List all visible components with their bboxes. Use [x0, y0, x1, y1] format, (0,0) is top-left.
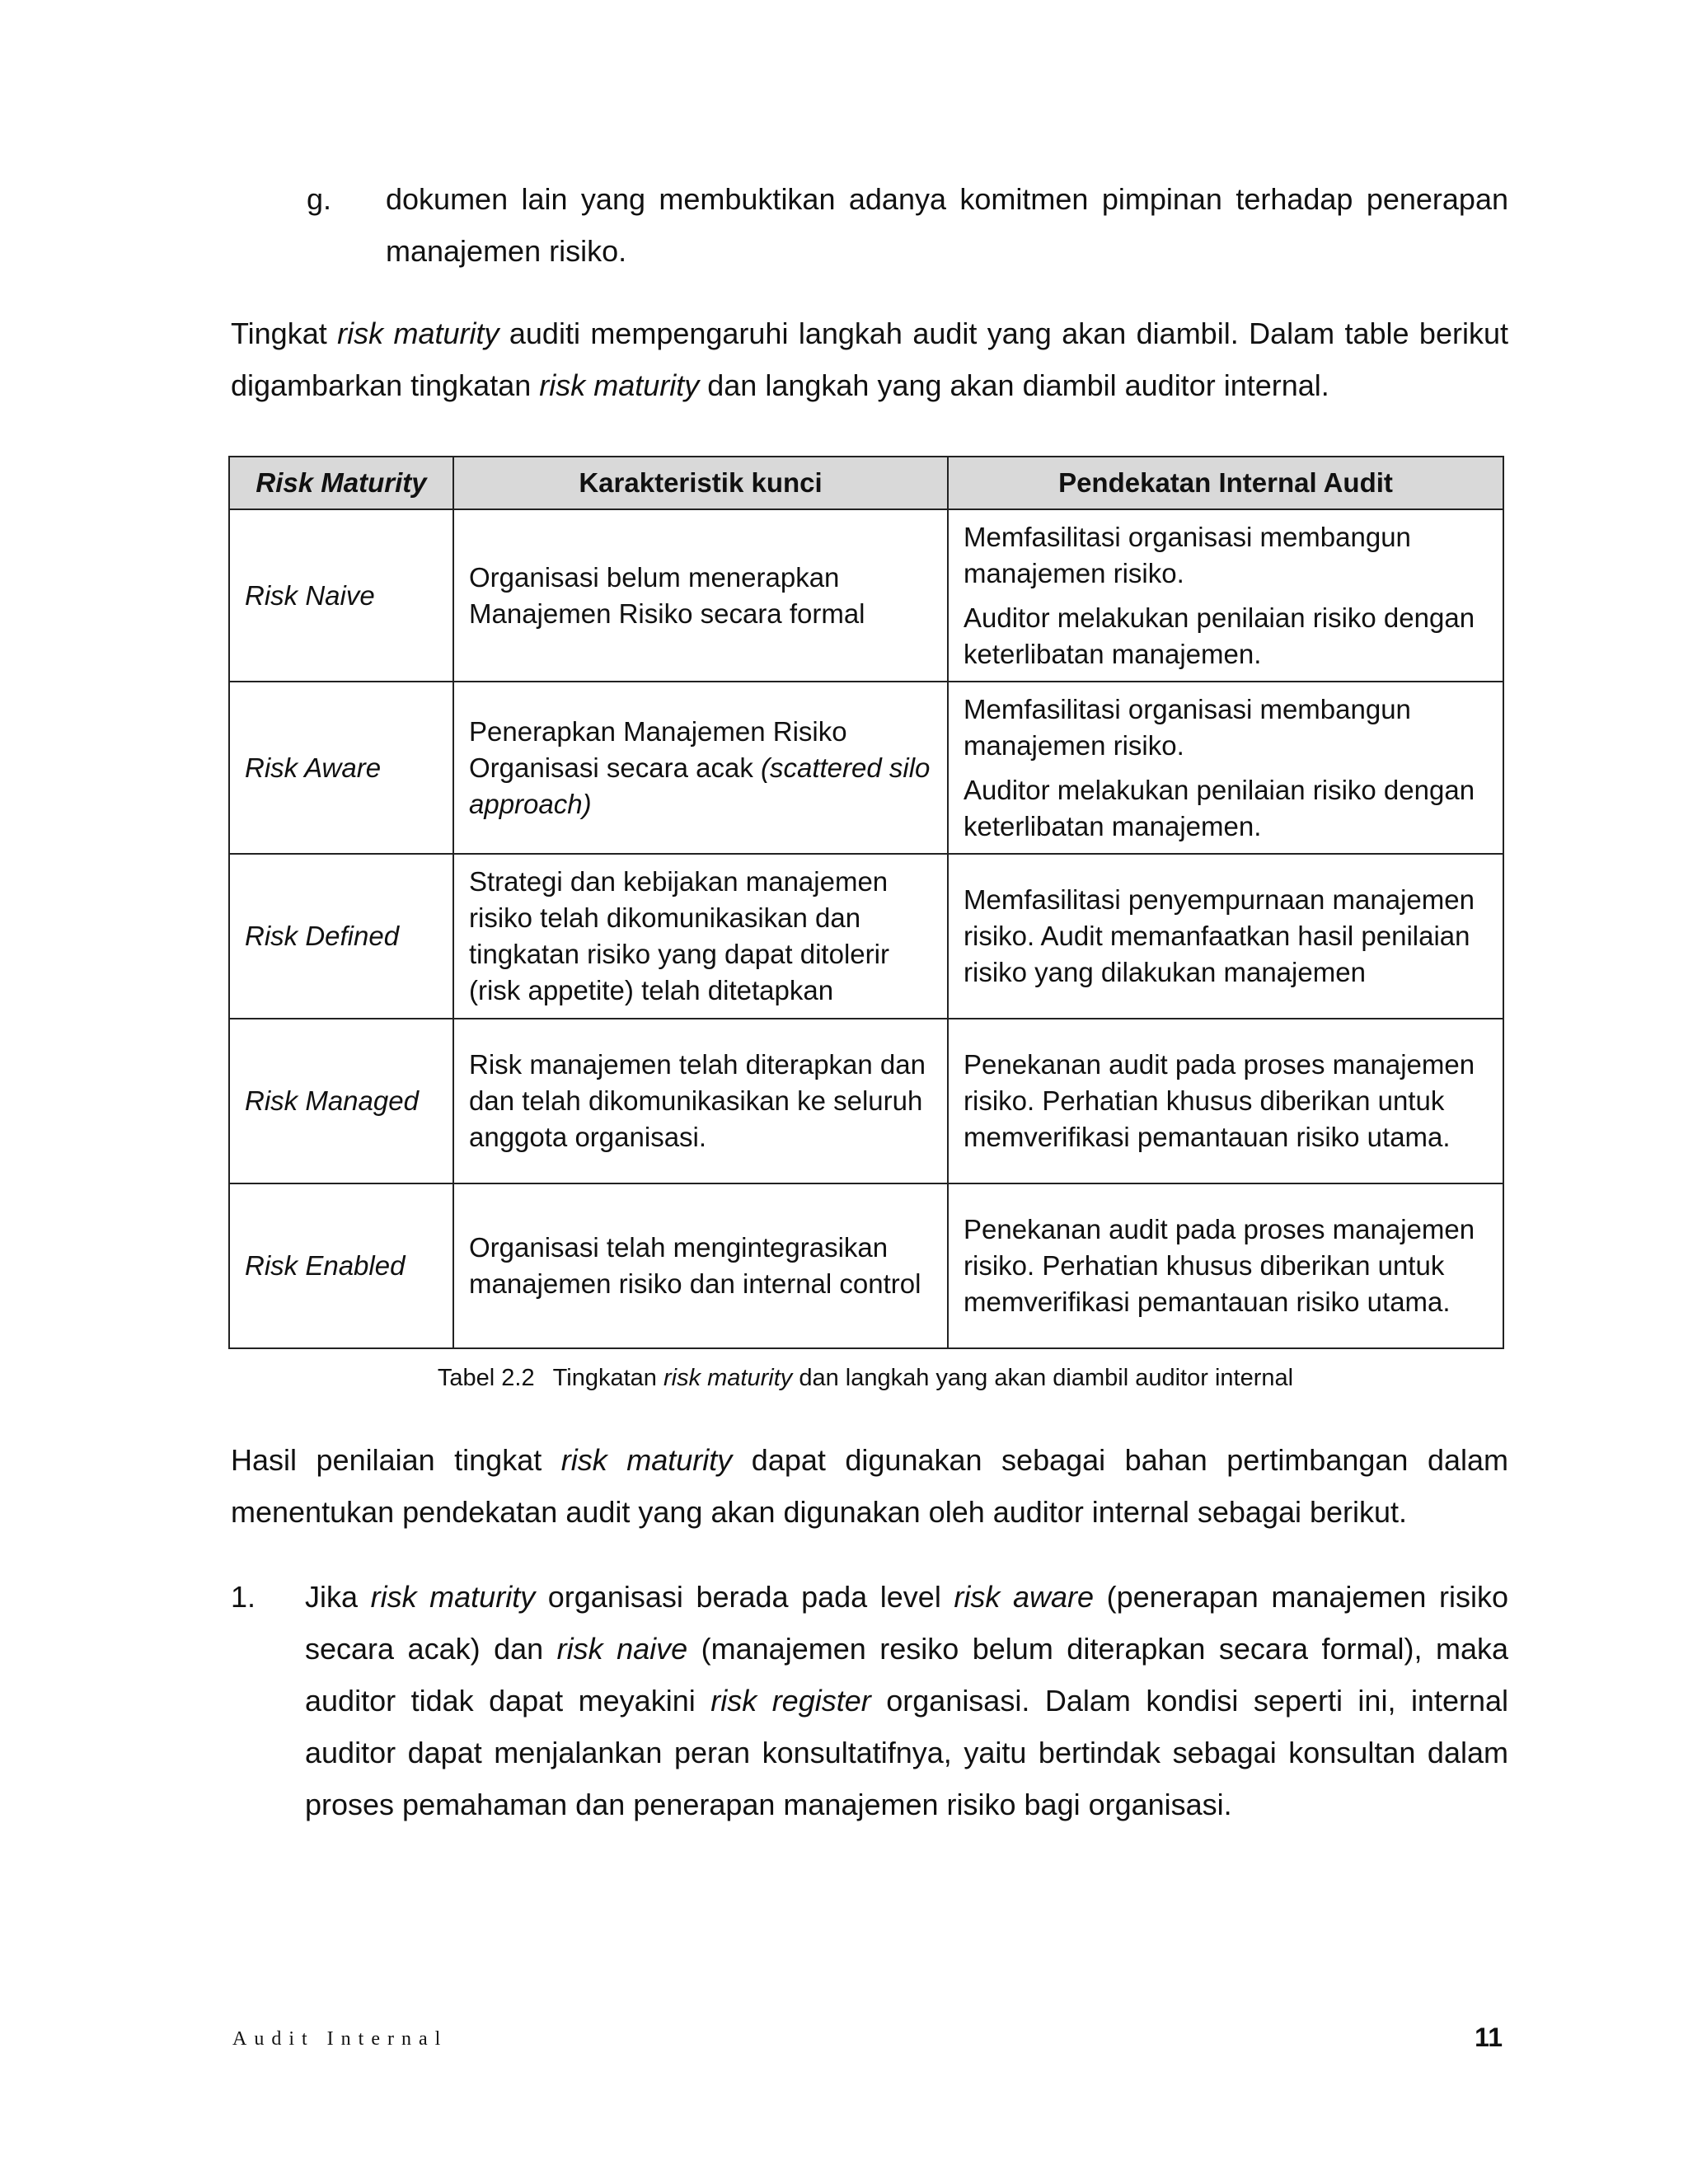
table-row — [229, 1019, 1503, 1183]
cell-level: Risk Enabled — [229, 1183, 453, 1348]
list-item-g-text: dokumen lain yang membuktikan adanya komitmen pimpinan terhadap penerapan manajemen risiko. — [386, 182, 1508, 268]
cell-approach: Memfasilitasi penyempurnaan manajemen risiko. Audit memanfaatkan hasil penilaian risiko yang dilakukan manajemen — [948, 854, 1503, 1019]
cell-approach: Penekanan audit pada proses manajemen risiko. Perhatian khusus diberikan untuk memverifikasi pemantauan risiko utama. — [948, 1183, 1503, 1348]
table-row — [229, 509, 1503, 682]
risk-maturity-table — [228, 456, 1504, 1349]
table-caption: Tabel 2.2 Tingkatan risk maturity dan langkah yang akan diambil auditor internal — [437, 1365, 1294, 1391]
list-marker-1: 1. — [231, 1580, 256, 1614]
table-row — [229, 854, 1503, 1019]
approach-line: Auditor melakukan penilaian risiko dengan keterlibatan manajemen. — [964, 774, 1475, 841]
list-item-1-text: Jika risk maturity organisasi berada pada level risk aware (penerapan manajemen risiko secara acak) dan risk naive (manajemen resiko belum diterapkan secara formal), maka auditor tidak dapat meyakini risk register organisasi. Dalam kondisi seperti ini, internal auditor dapat menjalankan peran konsultatifnya, yaitu bertindak sebagai konsultan dalam proses pemahaman dan penerapan manajemen risiko bagi organisasi. — [305, 1580, 1509, 1821]
cell-approach — [948, 682, 1503, 854]
header-pendekatan: Pendekatan Internal Audit — [948, 457, 1503, 509]
caption-number: Tabel 2.2 — [437, 1365, 535, 1391]
cell-approach — [948, 509, 1503, 682]
header-risk-maturity: Risk Maturity — [229, 457, 453, 509]
approach-line: Auditor melakukan penilaian risiko dengan keterlibatan manajemen. — [964, 602, 1475, 669]
assessment-paragraph: Hasil penilaian tingkat risk maturity dapat digunakan sebagai bahan pertimbangan dalam menentukan pendekatan audit yang akan digunakan oleh auditor internal sebagai berikut. — [231, 1443, 1508, 1529]
page-number: 11 — [1475, 2022, 1503, 2052]
cell-approach: Penekanan audit pada proses manajemen risiko. Perhatian khusus diberikan untuk memverifikasi pemantauan risiko utama. — [948, 1019, 1503, 1183]
cell-characteristic: Organisasi belum menerapkan Manajemen Risiko secara formal — [453, 509, 948, 682]
table-row — [229, 1183, 1503, 1348]
cell-level: Risk Naive — [229, 509, 453, 682]
footer-title: Audit Internal — [232, 2028, 448, 2050]
table-row — [229, 682, 1503, 854]
approach-line: Memfasilitasi organisasi membangun manajemen risiko. — [964, 693, 1411, 761]
cell-characteristic: Strategi dan kebijakan manajemen risiko telah dikomunikasikan dan tingkatan risiko yang dapat ditolerir (risk appetite) telah ditetapkan — [453, 854, 948, 1019]
cell-characteristic: Organisasi telah mengintegrasikan manajemen risiko dan internal control — [453, 1183, 948, 1348]
cell-level: Risk Aware — [229, 682, 453, 854]
cell-level: Risk Defined — [229, 854, 453, 1019]
header-karakteristik: Karakteristik kunci — [453, 457, 948, 509]
cell-level: Risk Managed — [229, 1019, 453, 1183]
cell-characteristic: Penerapkan Manajemen Risiko Organisasi secara acak (scattered silo approach) — [453, 682, 948, 854]
cell-characteristic: Risk manajemen telah diterapkan dan dan telah dikomunikasikan ke seluruh anggota organisasi. — [453, 1019, 948, 1183]
approach-line: Memfasilitasi organisasi membangun manajemen risiko. — [964, 521, 1411, 588]
list-marker-g: g. — [307, 182, 332, 216]
intro-paragraph: Tingkat risk maturity auditi mempengaruhi langkah audit yang akan diambil. Dalam table berikut digambarkan tingkatan risk maturity dan langkah yang akan diambil auditor internal. — [231, 316, 1508, 402]
table-header-row — [229, 457, 1503, 509]
